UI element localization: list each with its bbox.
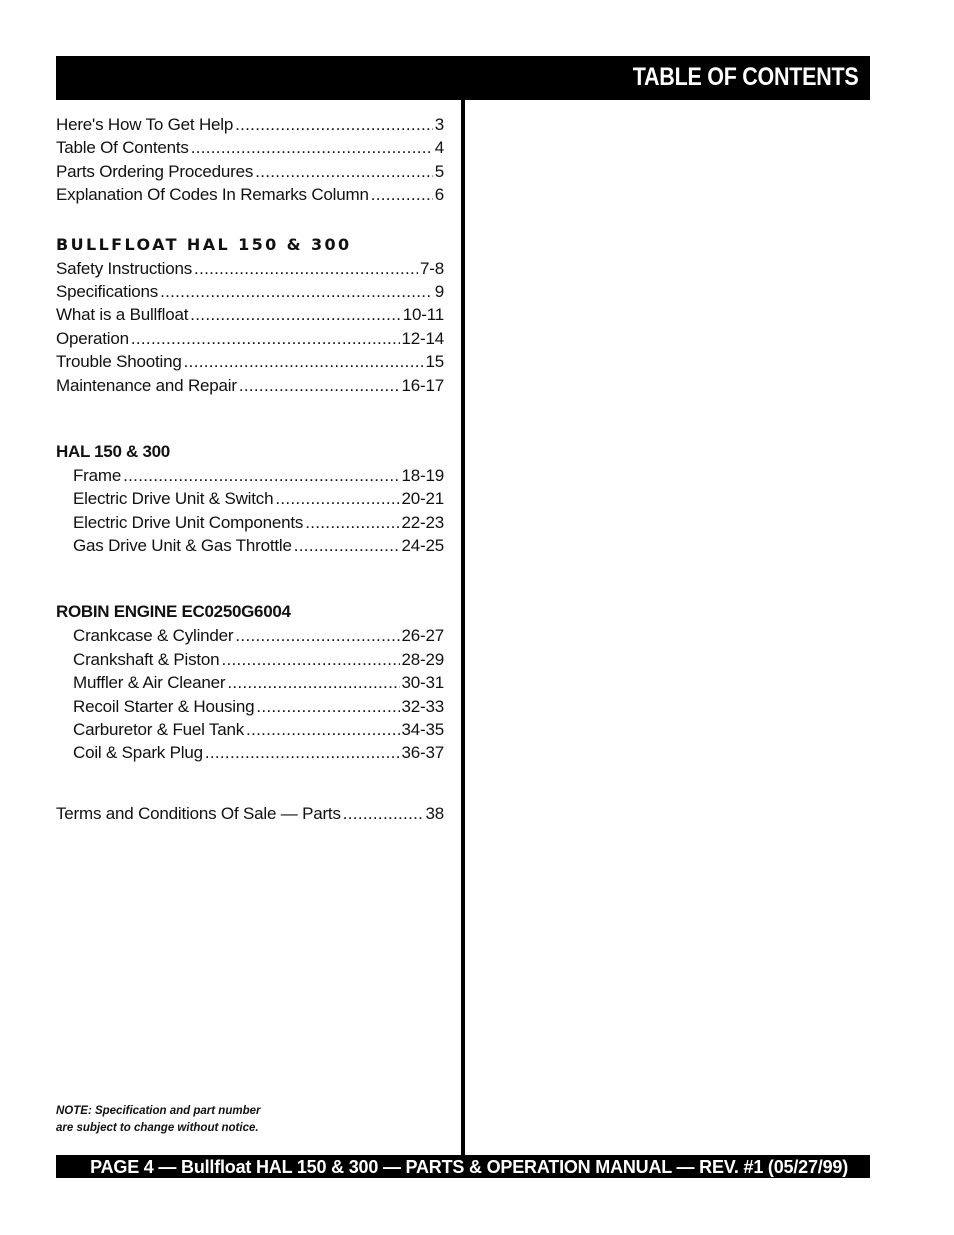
toc-entry-page: 36-37 — [401, 743, 444, 763]
toc-entry-page: 12-14 — [401, 328, 444, 348]
toc-entry-title: Recoil Starter & Housing — [73, 696, 255, 716]
disclaimer-note — [56, 1103, 260, 1137]
dot-leader — [221, 648, 399, 671]
toc-entry-page: 15 — [425, 352, 444, 372]
toc-entry-page: 16-17 — [401, 375, 444, 395]
toc-entry-page: 3 — [434, 115, 444, 134]
toc-entry-page: 30-31 — [401, 673, 444, 693]
toc-entry[interactable] — [56, 464, 444, 487]
toc-entry-page: 7-8 — [420, 258, 444, 278]
toc-entry-title: Operation — [56, 328, 129, 348]
toc-entry[interactable] — [56, 280, 444, 303]
toc-entry-page: 18-19 — [401, 465, 444, 485]
dot-leader — [371, 183, 433, 206]
column-divider — [461, 100, 465, 1155]
spacer — [56, 765, 444, 802]
dot-leader — [235, 624, 399, 647]
spacer — [56, 397, 444, 440]
spacer — [56, 207, 444, 233]
toc-entry-title: Table Of Contents — [56, 138, 189, 158]
toc-entry-terms[interactable] — [56, 802, 444, 825]
dot-leader — [191, 136, 433, 159]
toc-entry-page: 4 — [434, 138, 444, 158]
toc-entry[interactable] — [56, 183, 444, 206]
section-heading: ROBIN ENGINE EC0250G6004 — [56, 602, 291, 622]
toc-entry[interactable] — [56, 257, 444, 280]
toc-entry[interactable] — [56, 718, 444, 741]
toc-entry[interactable] — [56, 327, 444, 350]
dot-leader — [194, 257, 418, 280]
dot-leader — [235, 113, 433, 136]
toc-entry-title: Explanation Of Codes In Remarks Column — [56, 185, 369, 205]
toc-entry-title: Trouble Shooting — [56, 352, 182, 372]
toc-entry-page: 28-29 — [401, 649, 444, 669]
toc-entry-page: 24-25 — [401, 536, 444, 556]
toc-entry-page: 20-21 — [401, 489, 444, 509]
page-footer — [56, 1155, 870, 1178]
toc-entry[interactable] — [56, 303, 444, 326]
toc-entry-title: Electric Drive Unit Components — [73, 512, 304, 532]
toc-entry[interactable] — [56, 160, 444, 183]
toc-entry-title: Crankcase & Cylinder — [73, 626, 234, 646]
dot-leader — [246, 718, 399, 741]
toc-entry-page: 9 — [434, 281, 444, 301]
toc-entry-page: 34-35 — [401, 720, 444, 740]
dot-leader — [184, 350, 424, 373]
toc-entry[interactable] — [56, 695, 444, 718]
toc-entry-title: Muffler & Air Cleaner — [73, 673, 226, 693]
dot-leader — [275, 487, 399, 510]
dot-leader — [190, 303, 401, 326]
section-heading: HAL 150 & 300 — [56, 441, 170, 461]
toc-entry-page: 38 — [425, 803, 444, 823]
toc-entry-title: Electric Drive Unit & Switch — [73, 489, 274, 509]
toc-entry[interactable] — [56, 534, 444, 557]
toc-entry-page: 32-33 — [401, 696, 444, 716]
toc-entry-title: Carburetor & Fuel Tank — [73, 720, 245, 740]
dot-leader — [343, 802, 424, 825]
toc-entry[interactable] — [56, 350, 444, 373]
note-line: are subject to change without notice. — [56, 1122, 259, 1134]
toc-entry-page: 26-27 — [401, 626, 444, 646]
toc-entry-title: Safety Instructions — [56, 258, 193, 278]
dot-leader — [305, 511, 399, 534]
toc-entry-title: Gas Drive Unit & Gas Throttle — [73, 536, 292, 556]
toc-entry-title: Specifications — [56, 281, 159, 301]
toc-entry-page: 10-11 — [402, 305, 444, 325]
dot-leader — [227, 671, 399, 694]
toc-entry-title: Terms and Conditions Of Sale — Parts — [56, 803, 341, 823]
toc-entry-title: Maintenance and Repair — [56, 375, 237, 395]
toc-entry[interactable] — [56, 741, 444, 764]
toc-entry[interactable] — [56, 487, 444, 510]
dot-leader — [205, 741, 400, 764]
toc-entry-title: Frame — [73, 465, 122, 485]
dot-leader — [160, 280, 433, 303]
toc-entry[interactable] — [56, 648, 444, 671]
dot-leader — [294, 534, 400, 557]
table-of-contents — [56, 113, 444, 825]
dot-leader — [123, 464, 399, 487]
spacer — [56, 557, 444, 600]
toc-entry[interactable] — [56, 624, 444, 647]
section-heading: BULLFLOAT HAL 150 & 300 — [56, 234, 352, 254]
toc-intro-section — [56, 113, 444, 207]
page-title: TABLE OF CONTENTS — [632, 63, 858, 91]
toc-entry-title: Crankshaft & Piston — [73, 649, 220, 669]
toc-entry[interactable] — [56, 113, 444, 136]
toc-entry-title: Parts Ordering Procedures — [56, 161, 254, 181]
dot-leader — [255, 160, 433, 183]
toc-entry[interactable] — [56, 671, 444, 694]
toc-entry[interactable] — [56, 374, 444, 397]
toc-entry-title: What is a Bullfloat — [56, 305, 189, 325]
note-line: NOTE: Specification and part number — [56, 1105, 261, 1117]
toc-entry-page: 6 — [434, 185, 444, 205]
dot-leader — [131, 327, 400, 350]
dot-leader — [239, 374, 400, 397]
toc-robin-section — [56, 600, 444, 764]
toc-hal-section — [56, 440, 444, 558]
toc-entry-title: Coil & Spark Plug — [73, 743, 203, 763]
toc-bullfloat-section — [56, 233, 444, 397]
toc-entry[interactable] — [56, 511, 444, 534]
footer-text: PAGE 4 — Bullfloat HAL 150 & 300 — PARTS & OPERATION MANUAL — REV. #1 (05/27/99) — [90, 1157, 848, 1177]
toc-entry-page: 22-23 — [401, 512, 444, 532]
page-header — [56, 56, 870, 100]
toc-entry[interactable] — [56, 136, 444, 159]
dot-leader — [256, 695, 399, 718]
toc-entry-title: Here's How To Get Help — [56, 115, 234, 134]
toc-entry-page: 5 — [434, 161, 444, 181]
